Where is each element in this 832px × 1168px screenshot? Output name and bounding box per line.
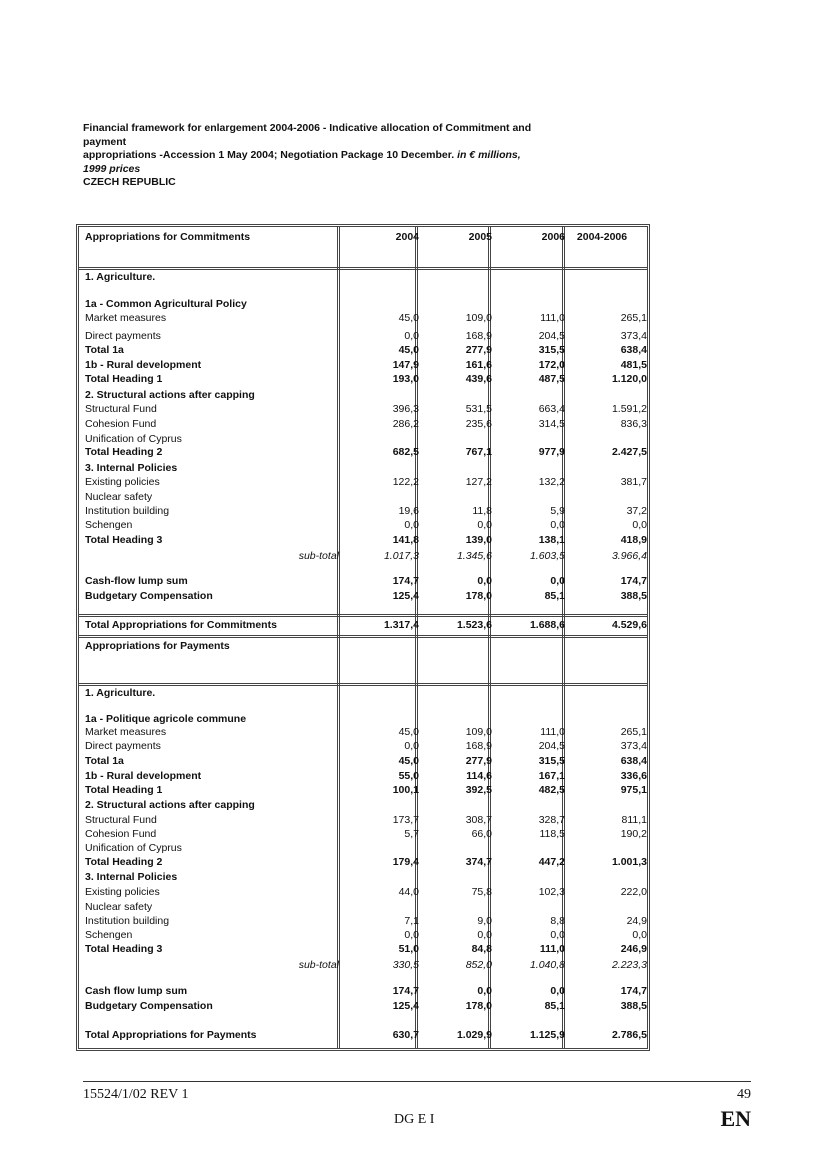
row-label: Institution building: [85, 505, 170, 517]
row-label: Direct payments: [85, 740, 161, 752]
document-heading: [83, 122, 603, 190]
cell-value: 836,3: [620, 418, 647, 430]
cell-value: 55,0: [398, 770, 419, 782]
cell-value: 139,0: [465, 534, 492, 546]
table-row: [79, 827, 647, 841]
cell-value: 2.223,3: [611, 959, 647, 971]
table-row: [79, 475, 647, 489]
cell-value: 66,0: [471, 828, 492, 840]
cell-value: 0,0: [550, 985, 565, 997]
cell-value: 447,2: [538, 856, 565, 868]
cell-value: 125,4: [392, 590, 419, 602]
cell-value: 100,1: [392, 784, 419, 796]
cell-value: 277,9: [465, 344, 492, 356]
cell-value: 127,2: [465, 476, 492, 488]
row-label: Cohesion Fund: [85, 828, 157, 840]
cell-value: 374,7: [465, 856, 492, 868]
table-row: [79, 388, 647, 402]
row-label: Total 1a: [85, 344, 124, 356]
row-label: 1. Agriculture.: [85, 687, 156, 699]
row-label: 1b - Rural development: [85, 359, 202, 371]
cell-value: 122,2: [392, 476, 419, 488]
cell-value: 109,0: [465, 726, 492, 738]
table-row: [79, 870, 647, 884]
row-label: Structural Fund: [85, 814, 157, 826]
page-number: 49: [737, 1087, 751, 1102]
row-label: Total 1a: [85, 755, 124, 767]
cell-value: 638,4: [620, 755, 647, 767]
cell-value: 167,1: [538, 770, 565, 782]
cell-value: 111,0: [539, 943, 565, 955]
cell-value: 11,8: [472, 505, 492, 517]
cell-value: 638,4: [620, 344, 647, 356]
cell-value: 19,6: [398, 505, 419, 517]
row-label: Total Heading 2: [85, 446, 163, 458]
table-row: [79, 358, 647, 372]
row-label: Total Heading 1: [85, 784, 163, 796]
cell-value: 178,0: [465, 1000, 492, 1012]
cell-value: 132,2: [538, 476, 565, 488]
cell-value: 246,9: [620, 943, 647, 955]
directorate: DG E I: [394, 1112, 435, 1127]
row-label: Nuclear safety: [85, 491, 153, 503]
table-row: [79, 900, 647, 914]
cell-value: 630,7: [392, 1029, 419, 1041]
cell-value: 7,1: [404, 915, 419, 927]
table-row: [79, 813, 647, 827]
row-label: 1a - Politique agricole commune: [85, 713, 247, 725]
table-header-row: [79, 230, 647, 244]
table-row: [79, 574, 647, 588]
cell-value: 392,5: [465, 784, 492, 796]
column-header-2006: 2006: [541, 231, 565, 243]
cell-value: 51,0: [398, 943, 419, 955]
row-label: Budgetary Compensation: [85, 590, 213, 602]
cell-value: 2.786,5: [611, 1029, 647, 1041]
cell-value: 125,4: [392, 1000, 419, 1012]
cell-value: 1.523,6: [456, 619, 492, 631]
cell-value: 1.591,2: [611, 403, 647, 415]
cell-value: 0,0: [477, 575, 492, 587]
row-label: Existing policies: [85, 886, 160, 898]
cell-value: 141,8: [392, 534, 419, 546]
cell-value: 381,7: [620, 476, 647, 488]
table-row: [79, 504, 647, 518]
cell-value: 663,4: [538, 403, 565, 415]
cell-value: 174,7: [392, 575, 419, 587]
row-label: Schengen: [85, 519, 133, 531]
cell-value: 811,1: [621, 814, 647, 826]
cell-value: 308,7: [465, 814, 492, 826]
cell-value: 1.120,0: [611, 373, 647, 385]
cell-value: 9,0: [477, 915, 492, 927]
table-row: [79, 914, 647, 928]
column-header-2005: 2005: [468, 231, 492, 243]
table-row: [79, 841, 647, 855]
row-label: Market measures: [85, 312, 167, 324]
row-label: Cash-flow lump sum: [85, 575, 188, 587]
cell-value: 1.317,4: [383, 619, 419, 631]
row-label: Cash flow lump sum: [85, 985, 188, 997]
cell-value: 172,0: [538, 359, 565, 371]
table-row: [79, 725, 647, 739]
cell-value: 439,6: [465, 373, 492, 385]
cell-value: 286,2: [392, 418, 419, 430]
cell-value: 330,5: [392, 959, 419, 971]
table-row: [79, 490, 647, 504]
cell-value: 388,5: [620, 590, 647, 602]
cell-value: 5,7: [404, 828, 419, 840]
column-header-total: 2004-2006: [576, 231, 628, 243]
cell-value: 328,7: [538, 814, 565, 826]
cell-value: 0,0: [550, 929, 565, 941]
table-row: [79, 855, 647, 869]
row-label: Direct payments: [85, 330, 161, 342]
table-row: [79, 311, 647, 325]
cell-value: 161,6: [465, 359, 492, 371]
row-divider: [79, 635, 647, 638]
payments-title: Appropriations for Payments: [85, 640, 230, 652]
cell-value: 1.603,5: [529, 550, 565, 562]
table-row: [79, 618, 647, 632]
table-row: [79, 432, 647, 446]
row-label: Total Heading 2: [85, 856, 163, 868]
table-row: [79, 942, 647, 956]
financial-table: [76, 224, 650, 1051]
row-label: Existing policies: [85, 476, 160, 488]
table-row: [79, 686, 647, 700]
cell-value: 388,5: [620, 1000, 647, 1012]
commitments-title: Appropriations for Commitments: [85, 231, 251, 243]
table-row: [79, 1028, 647, 1042]
heading-country: CZECH REPUBLIC: [83, 176, 176, 188]
table-row: [79, 885, 647, 899]
cell-value: 173,7: [392, 814, 419, 826]
row-label: sub-total: [298, 959, 339, 971]
cell-value: 481,5: [620, 359, 647, 371]
payments-header-row: [79, 639, 647, 653]
cell-value: 204,5: [538, 330, 565, 342]
table-row: [79, 999, 647, 1013]
table-row: [79, 958, 647, 972]
cell-value: 174,7: [620, 575, 647, 587]
row-label: Institution building: [85, 915, 170, 927]
cell-value: 0,0: [632, 929, 647, 941]
cell-value: 852,0: [465, 959, 492, 971]
cell-value: 482,5: [538, 784, 565, 796]
cell-value: 168,9: [465, 330, 492, 342]
cell-value: 396,3: [392, 403, 419, 415]
cell-value: 0,0: [550, 575, 565, 587]
cell-value: 0,0: [404, 740, 419, 752]
cell-value: 179,4: [392, 856, 419, 868]
cell-value: 193,0: [392, 373, 419, 385]
row-label: Total Heading 3: [85, 943, 163, 955]
cell-value: 2.427,5: [611, 446, 647, 458]
table-row: [79, 518, 647, 532]
table-row: [79, 928, 647, 942]
cell-value: 3.966,4: [611, 550, 647, 562]
cell-value: 682,5: [392, 446, 419, 458]
cell-value: 373,4: [620, 740, 647, 752]
column-header-2004: 2004: [395, 231, 419, 243]
table-row: [79, 783, 647, 797]
table-row: [79, 445, 647, 459]
cell-value: 85,1: [544, 1000, 565, 1012]
cell-value: 5,9: [550, 505, 565, 517]
cell-value: 111,0: [540, 312, 565, 324]
cell-value: 315,5: [538, 344, 565, 356]
cell-value: 8,8: [550, 915, 565, 927]
table-row: [79, 372, 647, 386]
cell-value: 373,4: [620, 330, 647, 342]
row-label: Total Appropriations for Payments: [85, 1029, 257, 1041]
row-label: Budgetary Compensation: [85, 1000, 213, 1012]
row-label: 3. Internal Policies: [85, 871, 178, 883]
row-label: Total Heading 3: [85, 534, 163, 546]
cell-value: 336,6: [620, 770, 647, 782]
cell-value: 45,0: [398, 755, 419, 767]
heading-line-1: Financial framework for enlargement 2004-2006 - Indicative allocation of Commitment and: [83, 122, 532, 134]
cell-value: 265,1: [620, 726, 647, 738]
row-label: Schengen: [85, 929, 133, 941]
table-row: [79, 329, 647, 343]
heading-unit: in € millions,: [457, 149, 521, 161]
table-row: [79, 769, 647, 783]
cell-value: 114,6: [466, 770, 492, 782]
cell-value: 315,5: [538, 755, 565, 767]
cell-value: 204,5: [538, 740, 565, 752]
row-label: Market measures: [85, 726, 167, 738]
row-label: sub-total: [298, 550, 339, 562]
table-row: [79, 712, 647, 726]
cell-value: 487,5: [538, 373, 565, 385]
row-label: 1a - Common Agricultural Policy: [85, 298, 247, 310]
cell-value: 1.345,6: [456, 550, 492, 562]
table-row: [79, 270, 647, 284]
cell-value: 4.529,6: [611, 619, 647, 631]
cell-value: 222,0: [620, 886, 647, 898]
table-row: [79, 984, 647, 998]
cell-value: 174,7: [392, 985, 419, 997]
heading-line-3a: appropriations -Accession 1 May 2004; Negotiation Package 10 December.: [83, 149, 455, 161]
cell-value: 418,9: [620, 534, 647, 546]
heading-line-2: payment: [83, 135, 127, 148]
cell-value: 0,0: [632, 519, 647, 531]
cell-value: 0,0: [477, 519, 492, 531]
cell-value: 1.001,3: [611, 856, 647, 868]
cell-value: 45,0: [398, 312, 419, 324]
cell-value: 75,8: [471, 886, 492, 898]
row-label: Total Heading 1: [85, 373, 163, 385]
cell-value: 767,1: [465, 446, 492, 458]
footer-divider: [83, 1081, 751, 1082]
document-reference: 15524/1/02 REV 1: [83, 1087, 189, 1102]
cell-value: 111,0: [540, 726, 565, 738]
cell-value: 1.029,9: [456, 1029, 492, 1041]
row-label: Unification of Cyprus: [85, 433, 182, 445]
cell-value: 84,8: [471, 943, 492, 955]
heading-line-4: 1999 prices: [83, 162, 141, 175]
cell-value: 314,5: [538, 418, 565, 430]
cell-value: 44,0: [398, 886, 419, 898]
cell-value: 531,5: [465, 403, 492, 415]
cell-value: 45,0: [398, 726, 419, 738]
row-label: 2. Structural actions after capping: [85, 389, 255, 401]
table-row: [79, 297, 647, 311]
cell-value: 1.125,9: [529, 1029, 565, 1041]
cell-value: 109,0: [465, 312, 492, 324]
cell-value: 0,0: [404, 330, 419, 342]
row-label: Unification of Cyprus: [85, 842, 182, 854]
cell-value: 975,1: [620, 784, 647, 796]
cell-value: 102,3: [538, 886, 565, 898]
table-row: [79, 461, 647, 475]
row-label: 1b - Rural development: [85, 770, 202, 782]
cell-value: 1.688,6: [529, 619, 565, 631]
cell-value: 265,1: [620, 312, 647, 324]
cell-value: 178,0: [465, 590, 492, 602]
row-label: 3. Internal Policies: [85, 462, 178, 474]
cell-value: 0,0: [404, 519, 419, 531]
table-row: [79, 533, 647, 547]
row-label: Nuclear safety: [85, 901, 153, 913]
table-row: [79, 417, 647, 431]
cell-value: 190,2: [620, 828, 647, 840]
row-label: Structural Fund: [85, 403, 157, 415]
cell-value: 118,5: [539, 828, 565, 840]
cell-value: 147,9: [392, 359, 419, 371]
table-row: [79, 798, 647, 812]
language-code: EN: [720, 1106, 751, 1131]
heading-line-3: [83, 149, 603, 163]
table-row: [79, 343, 647, 357]
table-row: [79, 549, 647, 563]
table-row: [79, 739, 647, 753]
cell-value: 0,0: [550, 519, 565, 531]
cell-value: 235,6: [465, 418, 492, 430]
cell-value: 1.017,3: [383, 550, 419, 562]
row-label: Cohesion Fund: [85, 418, 157, 430]
table-row: [79, 754, 647, 768]
cell-value: 168,9: [465, 740, 492, 752]
cell-value: 24,9: [626, 915, 647, 927]
cell-value: 0,0: [404, 929, 419, 941]
row-label: Total Appropriations for Commitments: [85, 619, 277, 631]
table-row: [79, 589, 647, 603]
cell-value: 977,9: [538, 446, 565, 458]
cell-value: 1.040,8: [529, 959, 565, 971]
cell-value: 277,9: [465, 755, 492, 767]
cell-value: 174,7: [620, 985, 647, 997]
cell-value: 138,1: [538, 534, 565, 546]
table-row: [79, 402, 647, 416]
cell-value: 0,0: [477, 985, 492, 997]
cell-value: 0,0: [477, 929, 492, 941]
row-divider: [79, 614, 647, 617]
cell-value: 45,0: [398, 344, 419, 356]
cell-value: 85,1: [544, 590, 565, 602]
row-label: 2. Structural actions after capping: [85, 799, 255, 811]
cell-value: 37,2: [626, 505, 647, 517]
row-label: 1. Agriculture.: [85, 271, 156, 283]
